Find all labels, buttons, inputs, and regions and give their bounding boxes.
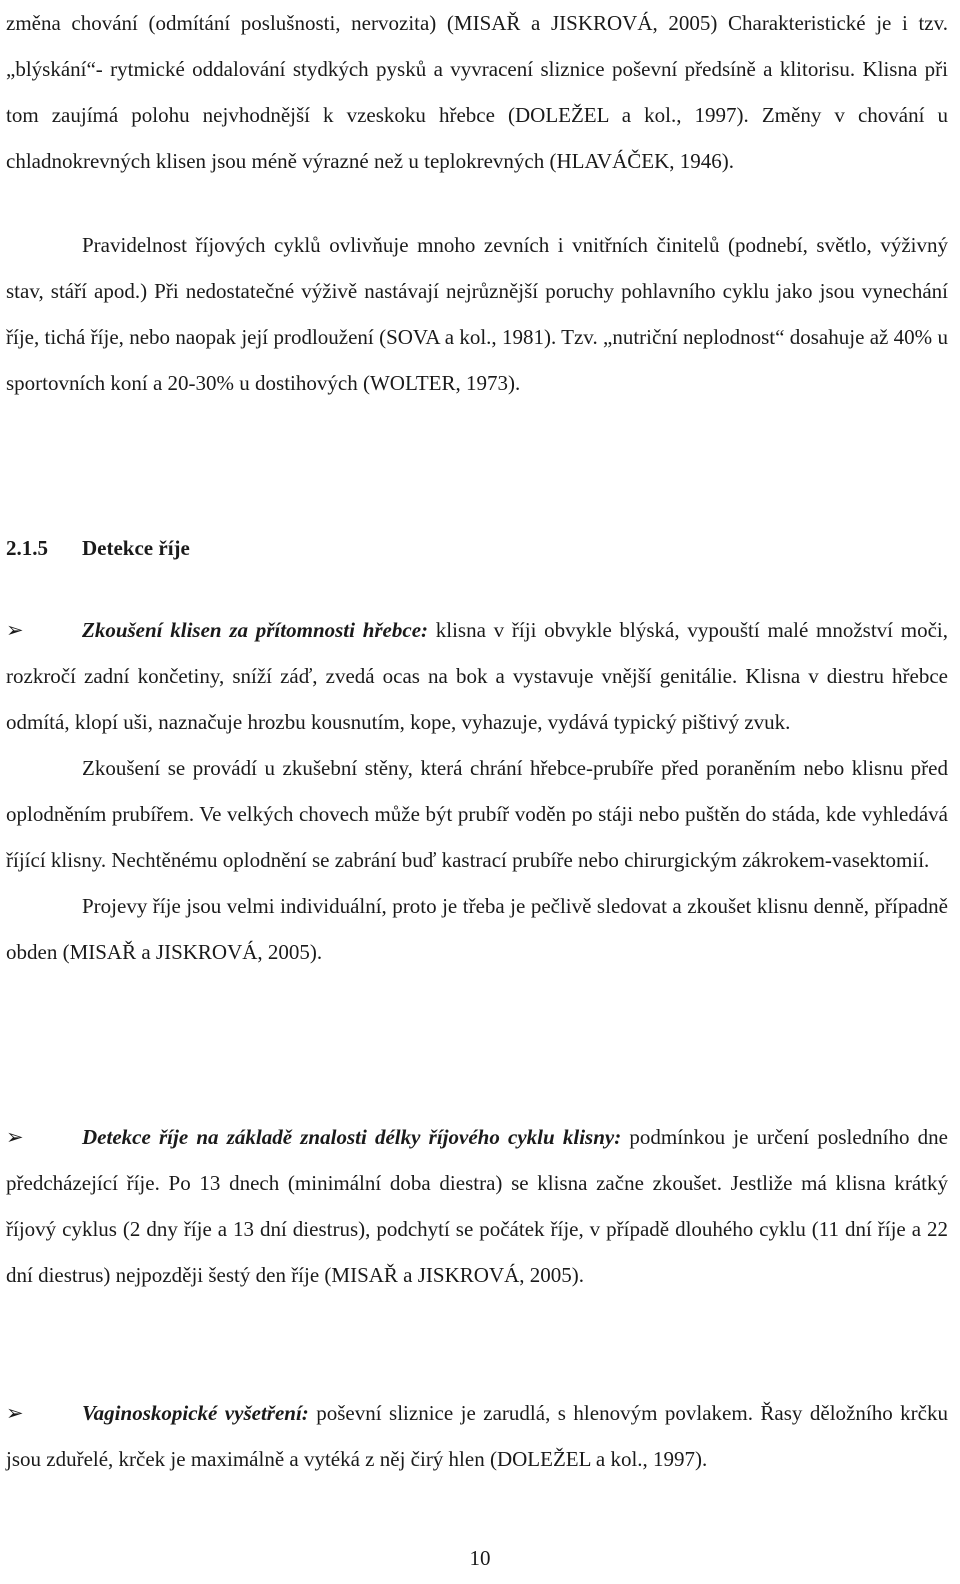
arrow-bullet-icon: ➢: [6, 618, 24, 642]
section-title: Detekce říje: [82, 536, 190, 560]
bullet-2-text: podmínkou je určení posledního dne předcházející říje. Po 13 dnech (minimální doba diestra) se klisna začne zkoušet. Jestliže má klisna krátký říjový cyklus (2 dny říje a 13 dní diestrus), podchytí se počátek říje, v případě dlouhého cyklu (11 dní říje a 22 dní diestrus) nejpozději šestý den říje (MISAŘ a JISKROVÁ, 2005).: [6, 1125, 948, 1287]
intro-paragraph-1-text: změna chování (odmítání poslušnosti, nervozita) (MISAŘ a JISKROVÁ, 2005) Charakteristické je i tzv. „blýskání“- rytmické oddalování stydkých pysků a vyvracení sliznice poševní předsíně a klitorisu. Klisna při tom zaujímá polohu nejvhodnější k vzeskoku hřebce (DOLEŽEL a kol., 1997). Změny v chování u chladnokrevných klisen jsou méně výrazné než u teplokrevných (HLAVÁČEK, 1946).: [6, 11, 948, 173]
bullet-2-lead: Detekce říje na základě znalosti délky říjového cyklu klisny:: [82, 1125, 622, 1149]
arrow-bullet-icon: ➢: [6, 1401, 24, 1425]
bullet-1-paragraph: [6, 607, 948, 745]
bullet-1: [6, 607, 948, 975]
intro-paragraph-1: [6, 0, 948, 184]
bullet-1-follow-1: Zkoušení se provádí u zkušební stěny, která chrání hřebce-prubíře před poraněním nebo klisnu před oplodněním prubířem. Ve velkých chovech může být prubíř voděn po stáji nebo puštěn do stáda, kde vyhledává říjící klisny. Nechtěnému oplodnění se zabrání buď kastrací prubíře nebo chirurgickým zákrokem-vasektomií.: [6, 756, 948, 872]
bullet-3-text: poševní sliznice je zarudlá, s hlenovým povlakem. Řasy děložního krčku jsou zduřelé, krček je maximálně a vytéká z něj čirý hlen (DOLEŽEL a kol., 1997).: [6, 1401, 948, 1471]
section-number: 2.1.5: [6, 536, 48, 560]
intro-paragraph-2: [6, 222, 948, 406]
page-number: 10: [469, 1546, 491, 1570]
intro-paragraph-2-text: Pravidelnost říjových cyklů ovlivňuje mnoho zevních i vnitřních činitelů (podnebí, světlo, výživný stav, stáří apod.) Při nedostatečné výživě nastávají nejrůznější poruchy pohlavního cyklu jako jsou vynechání říje, tichá říje, nebo naopak její prodloužení (SOVA a kol., 1981). Tzv. „nutriční neplodnost“ dosahuje až 40% u sportovních koní a 20-30% u dostihových (WOLTER, 1973).: [6, 233, 948, 395]
bullet-3-lead: Vaginoskopické vyšetření:: [82, 1401, 309, 1425]
bullet-3-paragraph: [6, 1390, 948, 1482]
bullet-2: [6, 1114, 948, 1298]
section-heading: [6, 525, 190, 571]
bullet-3: [6, 1390, 948, 1482]
bullet-1-follow-2: Projevy říje jsou velmi individuální, proto je třeba je pečlivě sledovat a zkoušet klisnu denně, případně obden (MISAŘ a JISKROVÁ, 2005).: [6, 894, 948, 964]
bullet-1-lead: Zkoušení klisen za přítomnosti hřebce:: [82, 618, 429, 642]
bullet-1-text: klisna v říji obvykle blýská, vypouští malé množství moči, rozkročí zadní končetiny, sníží záď, zvedá ocas na bok a vystavuje vnější genitálie. Klisna v diestru hřebce odmítá, klopí uši, naznačuje hrozbu kousnutím, kope, vyhazuje, vydává typický pištivý zvuk.: [6, 618, 949, 734]
bullet-2-paragraph: [6, 1114, 948, 1298]
arrow-bullet-icon: ➢: [6, 1125, 24, 1149]
